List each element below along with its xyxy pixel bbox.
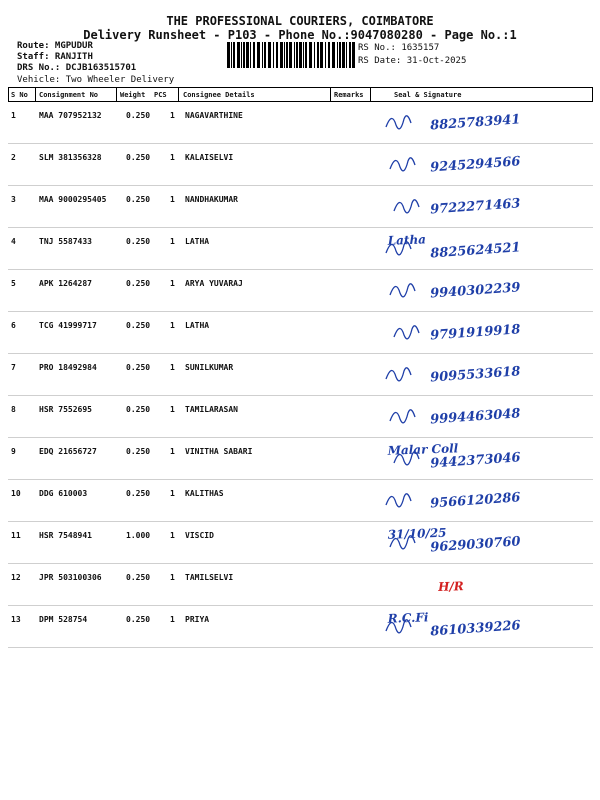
barcode-bar <box>268 42 271 68</box>
row-pcs: 1 <box>170 237 175 246</box>
barcode-bar <box>299 42 302 68</box>
barcode-bar <box>289 42 292 68</box>
barcode-bar <box>346 42 347 68</box>
signature-stroke <box>394 326 419 339</box>
barcode-bar <box>342 42 345 68</box>
row-sno: 5 <box>11 279 16 288</box>
col-seal: Seal & Signature <box>394 91 462 99</box>
row-pcs: 1 <box>170 195 175 204</box>
table-row <box>8 521 593 564</box>
col-weight: Weight <box>120 91 146 99</box>
row-pcs: 1 <box>170 615 175 624</box>
handwritten-signature <box>378 313 588 355</box>
row-sno: 7 <box>11 363 16 372</box>
row-consignee: SUNILKUMAR <box>185 363 234 372</box>
row-consignment: TNJ 5587433 <box>39 237 92 246</box>
staff-label: Staff: RANJITH <box>17 52 93 62</box>
runsheet-title: Delivery Runsheet - P103 - Phone No.:9047080280 - Page No.:1 <box>83 28 517 42</box>
table-row <box>8 101 593 144</box>
table-row <box>8 269 593 312</box>
signature-text: 8825783941 <box>429 112 521 134</box>
row-consignee: LATHA <box>185 237 210 246</box>
row-consignment: SLM 381356328 <box>39 153 102 162</box>
row-consignee: KALITHAS <box>185 489 224 498</box>
row-weight: 0.250 <box>126 279 151 288</box>
barcode-bar <box>233 42 235 68</box>
signature-stroke <box>394 200 419 213</box>
col-consignment: Consignment No <box>39 91 99 99</box>
barcode-bar <box>349 42 351 68</box>
row-consignee: VISCID <box>185 531 214 540</box>
barcode-bar <box>231 42 232 68</box>
row-sno: 1 <box>11 111 16 120</box>
barcode-bar <box>286 42 288 68</box>
barcode-bar <box>246 42 249 68</box>
signature-text: 9791919918 <box>429 322 521 344</box>
barcode-bar <box>243 42 245 68</box>
barcode-bar <box>305 42 307 68</box>
barcode-bar <box>273 42 274 68</box>
handwritten-signature <box>378 439 588 481</box>
barcode-bar <box>294 42 295 68</box>
row-sno: 2 <box>11 153 16 162</box>
row-consignee: TAMILARASAN <box>185 405 238 414</box>
signature-text: 8825624521 <box>429 240 522 262</box>
table-header <box>8 87 593 102</box>
signature-text: 8610339226 <box>429 618 522 640</box>
barcode-bar <box>241 42 242 68</box>
row-weight: 0.250 <box>126 237 151 246</box>
row-weight: 0.250 <box>126 153 151 162</box>
row-consignee: NAGAVARTHINE <box>185 111 243 120</box>
row-sno: 11 <box>11 531 21 540</box>
drs-label: DRS No.: DCJB163515701 <box>17 63 137 73</box>
row-weight: 0.250 <box>126 363 151 372</box>
handwritten-signature <box>378 355 588 397</box>
barcode-bar <box>328 42 330 68</box>
col-consignee: Consignee Details <box>183 91 255 99</box>
barcode-bar <box>250 42 251 68</box>
signature-stroke <box>390 284 415 297</box>
barcode-bar <box>296 42 298 68</box>
barcode-bar <box>352 42 355 68</box>
barcode-bar <box>325 42 326 68</box>
row-sno: 4 <box>11 237 16 246</box>
row-weight: 0.250 <box>126 447 151 456</box>
handwritten-signature <box>378 523 588 565</box>
signature-text: H/R <box>437 579 465 594</box>
signature-text: 9442373046 <box>429 450 522 472</box>
row-weight: 0.250 <box>126 111 151 120</box>
row-pcs: 1 <box>170 447 175 456</box>
signature-stroke <box>386 116 411 129</box>
barcode-bar <box>332 42 335 68</box>
signature-text: 9994463048 <box>429 406 521 428</box>
barcode-bar <box>280 42 283 68</box>
row-consignment: MAA 707952132 <box>39 111 102 120</box>
barcode-bar <box>320 42 323 68</box>
row-sno: 8 <box>11 405 16 414</box>
row-consignee: KALAISELVI <box>185 153 234 162</box>
barcode-bar <box>303 42 304 68</box>
handwritten-signature <box>378 607 588 649</box>
signature-text: 31/10/25 <box>387 525 447 542</box>
barcode-bar <box>309 42 312 68</box>
table-row <box>8 605 593 648</box>
row-weight: 0.250 <box>126 573 151 582</box>
row-weight: 0.250 <box>126 615 151 624</box>
row-pcs: 1 <box>170 111 175 120</box>
barcode-bar <box>276 42 278 68</box>
handwritten-signature <box>378 229 588 271</box>
row-pcs: 1 <box>170 489 175 498</box>
row-pcs: 1 <box>170 279 175 288</box>
col-remarks: Remarks <box>334 91 364 99</box>
row-sno: 3 <box>11 195 16 204</box>
row-weight: 0.250 <box>126 405 151 414</box>
table-row <box>8 353 593 396</box>
row-consignee: ARYA YUVARAJ <box>185 279 243 288</box>
row-consignment: JPR 503100306 <box>39 573 102 582</box>
barcode <box>227 42 355 68</box>
handwritten-signature <box>378 397 588 439</box>
col-sno: S No <box>11 91 28 99</box>
barcode-bar <box>339 42 341 68</box>
row-consignment: HSR 7552695 <box>39 405 92 414</box>
row-consignment: APK 1264287 <box>39 279 92 288</box>
rs-date: RS Date: 31-Oct-2025 <box>358 56 467 66</box>
route-label: Route: MGPUDUR <box>17 41 93 51</box>
table-row <box>8 563 593 606</box>
signature-stroke <box>390 410 415 423</box>
barcode-bar <box>314 42 315 68</box>
table-row <box>8 143 593 186</box>
signature-text: 9629030760 <box>429 534 522 556</box>
barcode-bar <box>264 42 266 68</box>
table-row <box>8 311 593 354</box>
signature-text: 9940302239 <box>429 280 521 302</box>
handwritten-signature <box>378 481 588 523</box>
row-weight: 0.250 <box>126 321 151 330</box>
row-consignee: PRIYA <box>185 615 210 624</box>
row-consignment: DDG 610003 <box>39 489 88 498</box>
row-sno: 10 <box>11 489 21 498</box>
row-pcs: 1 <box>170 573 175 582</box>
signature-text: Malar Coll <box>387 441 459 458</box>
barcode-bar <box>337 42 338 68</box>
table-row <box>8 185 593 228</box>
row-consignment: PRO 18492984 <box>39 363 97 372</box>
barcode-bar <box>237 42 240 68</box>
signature-stroke <box>390 158 415 171</box>
row-consignment: DPM 528754 <box>39 615 88 624</box>
row-weight: 0.250 <box>126 489 151 498</box>
row-consignee: NANDHAKUMAR <box>185 195 238 204</box>
barcode-bar <box>317 42 319 68</box>
signature-text: R.C.Fi <box>387 610 429 626</box>
table-row <box>8 479 593 522</box>
row-consignee: TAMILSELVI <box>185 573 234 582</box>
handwritten-signature <box>378 145 588 187</box>
vehicle-label: Vehicle: Two Wheeler Delivery <box>17 75 175 85</box>
table-row <box>8 437 593 480</box>
signature-stroke <box>386 368 411 381</box>
signature-stroke <box>386 494 411 507</box>
row-pcs: 1 <box>170 363 175 372</box>
barcode-bar <box>284 42 285 68</box>
signature-text: 9722271463 <box>429 196 521 218</box>
row-pcs: 1 <box>170 153 175 162</box>
signature-text: 9566120286 <box>429 490 521 512</box>
row-pcs: 1 <box>170 405 175 414</box>
signature-text: 9095533618 <box>429 364 521 386</box>
row-consignment: MAA 9000295405 <box>39 195 107 204</box>
row-pcs: 1 <box>170 321 175 330</box>
row-weight: 0.250 <box>126 195 151 204</box>
signature-text: Latha <box>387 232 427 248</box>
row-consignee: LATHA <box>185 321 210 330</box>
handwritten-signature <box>378 565 588 607</box>
barcode-bar <box>253 42 255 68</box>
row-consignment: HSR 7548941 <box>39 531 92 540</box>
handwritten-signature <box>378 187 588 229</box>
row-sno: 6 <box>11 321 16 330</box>
table-row <box>8 227 593 270</box>
row-consignment: EDQ 21656727 <box>39 447 97 456</box>
table-row <box>8 395 593 438</box>
barcode-bar <box>262 42 263 68</box>
row-pcs: 1 <box>170 531 175 540</box>
handwritten-signature <box>378 103 588 145</box>
row-sno: 12 <box>11 573 21 582</box>
row-consignment: TCG 41999717 <box>39 321 97 330</box>
col-pcs: PCS <box>154 91 167 99</box>
rs-number: RS No.: 1635157 <box>358 43 440 53</box>
row-weight: 1.000 <box>126 531 151 540</box>
row-sno: 13 <box>11 615 21 624</box>
signature-text: 9245294566 <box>429 154 521 176</box>
barcode-bar <box>257 42 260 68</box>
handwritten-signature <box>378 271 588 313</box>
barcode-bar <box>227 42 230 68</box>
row-consignee: VINITHA SABARI <box>185 447 253 456</box>
company-title: THE PROFESSIONAL COURIERS, COIMBATORE <box>166 14 434 28</box>
row-sno: 9 <box>11 447 16 456</box>
